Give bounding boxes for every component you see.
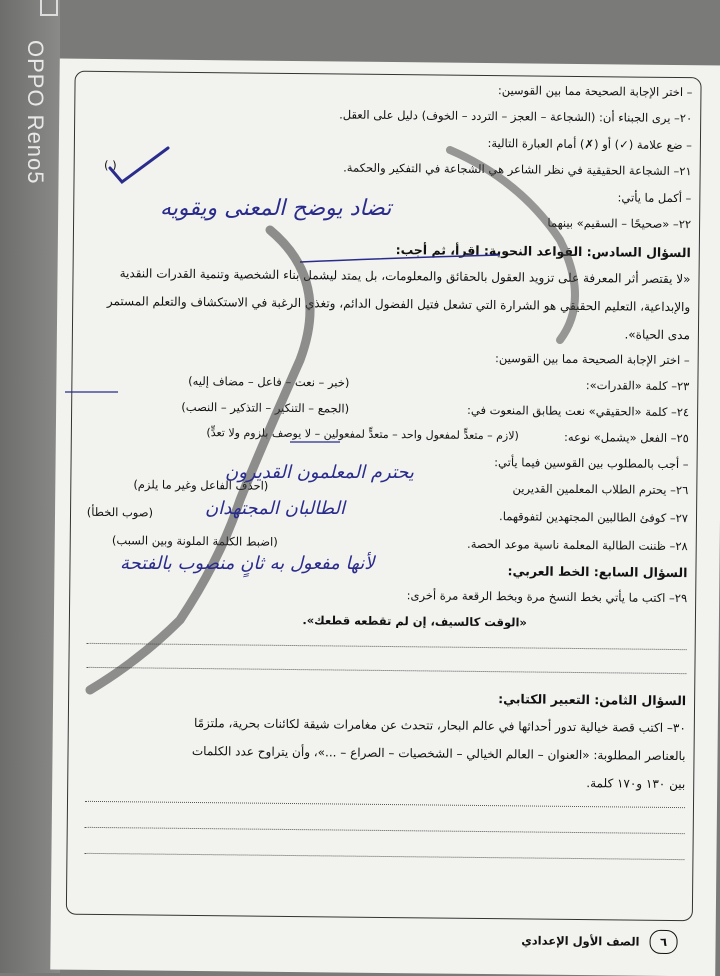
q27-text: ٢٧– كوفئ الطالبين المجتهدين لتفوقهما. bbox=[499, 509, 689, 526]
q20-instruction: – اختر الإجابة الصحيحة مما بين القوسين: bbox=[497, 83, 693, 100]
q21-answer-brackets: ( ) bbox=[103, 158, 117, 173]
section6-title: السؤال السادس: القواعد النحوية: اقرأ، ثم أجب: bbox=[395, 242, 691, 261]
section6-instruction: – اختر الإجابة الصحيحة مما بين القوسين: bbox=[494, 351, 690, 368]
section7-title: السؤال السابع: الخط العربي: bbox=[507, 563, 688, 581]
q24-text: ٢٤– كلمة «الحقيقي» نعت يطابق المنعوت في: bbox=[466, 402, 690, 420]
q23-options: (خبر – نعت – فاعل – مضاف إليه) bbox=[188, 373, 350, 390]
q22-text: ٢٢– «صحيحًا – السقيم» بينهما bbox=[547, 215, 692, 232]
q25-text: ٢٥– الفعل «يشمل» نوعه: bbox=[563, 429, 689, 446]
section6-instruction2: – أجب بالمطلوب بين القوسين فيما يأتي: bbox=[494, 455, 689, 472]
q30-line1: ٣٠– اكتب قصة خيالية تدور أحداثها في عالم البحار، تتحدث عن مغامرات شيقة لكائنات بحرية، ملتزمًا bbox=[193, 715, 686, 736]
section8-title: السؤال الثامن: التعبير الكتابي: bbox=[498, 691, 687, 709]
q30-line3: بين ١٣٠ و١٧٠ كلمة. bbox=[586, 776, 686, 792]
q22-handwritten-answer: تضاد يوضح المعنى ويقويه bbox=[160, 196, 392, 221]
page-footer bbox=[521, 928, 678, 954]
q25-options: (لازم – متعدٍّ لمفعول واحد – متعدٍّ لمفعولين – لا يوصف بلزوم ولا تعدٍّ) bbox=[206, 426, 519, 443]
q22-instruction: – أكمل ما يأتي: bbox=[617, 190, 692, 206]
q21-text: ٢١– الشجاعة الحقيقية في نظر الشاعر هي الشجاعة في التفكير والحكمة. bbox=[343, 160, 692, 179]
q28-text: ٢٨– ظننت الطالبة المعلمة ناسية موعد الحصة. bbox=[467, 536, 688, 554]
q26-handwritten-answer: يحترم المعلمون القديرون bbox=[225, 462, 414, 483]
page-number: ٦ bbox=[649, 930, 677, 954]
q29-text: ٢٩– اكتب ما يأتي بخط النسخ مرة وبخط الرقعة مرة أخرى: bbox=[406, 588, 688, 606]
q29-quote: «الوقت كالسيف، إن لم تقطعه قطعك». bbox=[302, 613, 527, 630]
grade-label: الصف الأول الإعدادي bbox=[521, 933, 640, 949]
q21-instruction: – ضع علامة (✓) أو (✗) أمام العبارة التالية: bbox=[487, 136, 692, 153]
q23-text: ٢٣– كلمة «القدرات»: bbox=[585, 378, 690, 394]
section6-passage: «لا يقتصر أثر المعرفة على تزويد العقول بالحقائق والمعلومات، بل يمتد ليشمل بناء الشخصية وتنمية القدرات النقدية والإبداعية، التعليم الحقيقي هو الشرارة التي تشعل فتيل الفضول الدائم، وتغذي الرغبة في الاستكشاف والتعلم المستمر مدى الحياة». bbox=[106, 266, 691, 343]
q26-hint: (احذف الفاعل وغير ما يلزم) bbox=[133, 477, 269, 493]
q24-options: (الجمع – التنكير – التذكير – النصب) bbox=[181, 399, 350, 416]
top-corner-mark bbox=[40, 0, 58, 16]
q28-hint: (اضبط الكلمة الملونة وبين السبب) bbox=[111, 533, 278, 549]
q28-handwritten-answer: لأنها مفعول به ثانٍ منصوب بالفتحة bbox=[120, 553, 375, 574]
q30-line2: بالعناصر المطلوبة: «العنوان – العالم الخيالي – الشخصيات – الصراع – ...»، وأن يتراوح عدد الكلمات bbox=[191, 743, 686, 764]
q26-text: ٢٦– يحترم الطلاب المعلمين القديرين bbox=[512, 481, 689, 498]
q27-hint: (صوب الخطأ) bbox=[86, 504, 154, 520]
device-watermark: OPPO Reno5 bbox=[23, 40, 48, 185]
q27-handwritten-answer: الطالبان المجتهدان bbox=[205, 498, 345, 519]
q20-text: ٢٠– يرى الجبناء أن: (الشجاعة – العجز – التردد – الخوف) دليل على العقل. bbox=[339, 107, 693, 126]
